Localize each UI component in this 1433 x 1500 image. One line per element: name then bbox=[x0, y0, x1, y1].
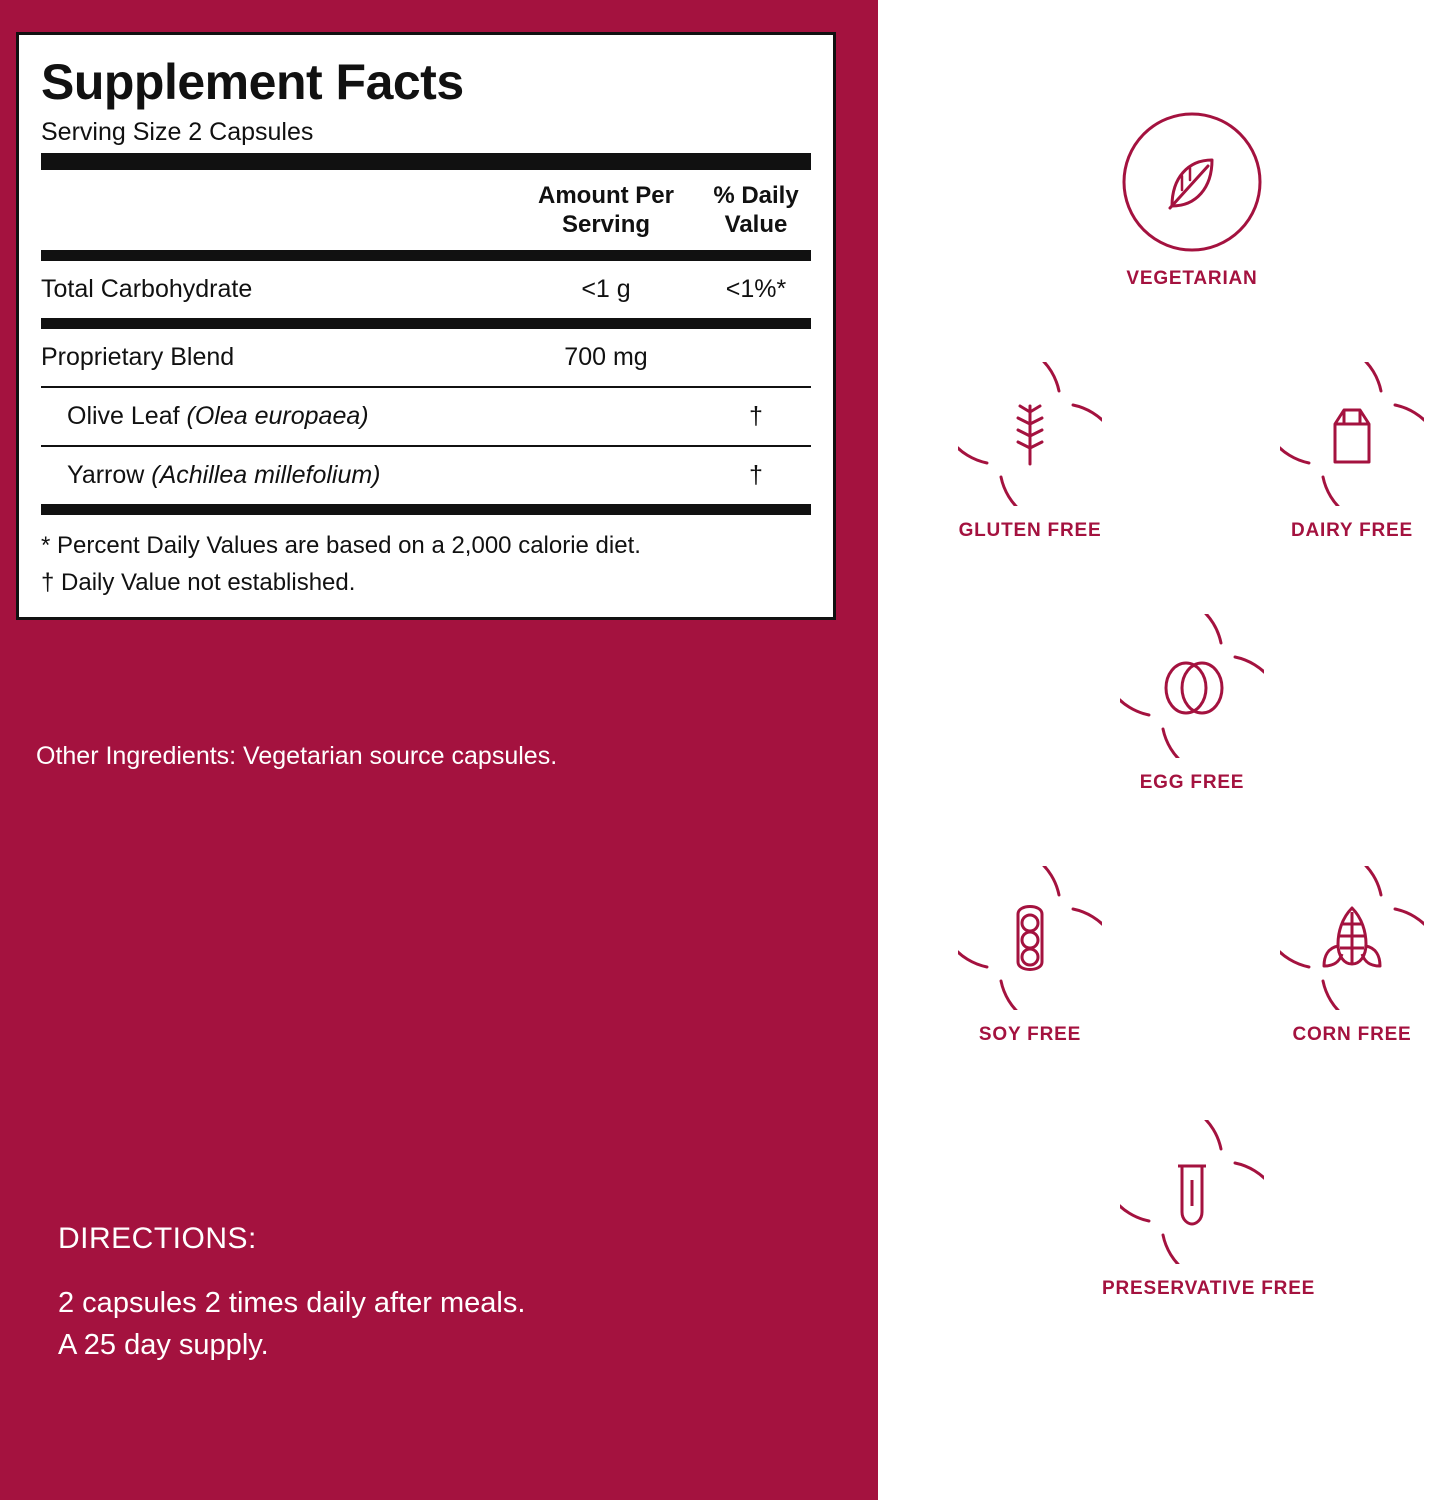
nutrient-name: Proprietary Blend bbox=[41, 342, 235, 371]
divider-under-header bbox=[41, 250, 811, 261]
leaf-icon bbox=[1120, 110, 1264, 254]
serving-size-text: Serving Size 2 Capsules bbox=[41, 118, 314, 146]
wheat-icon bbox=[958, 362, 1102, 506]
ingredient-common-name: Yarrow bbox=[67, 460, 152, 489]
certification-badges bbox=[878, 0, 1433, 1500]
badge-label: EGG FREE bbox=[1139, 772, 1245, 793]
badge-label: PRESERVATIVE FREE bbox=[1102, 1278, 1316, 1299]
directions-block bbox=[58, 1222, 525, 1366]
corn-icon bbox=[1280, 866, 1424, 1010]
dv-header-line2: Value bbox=[724, 210, 788, 238]
badge-gluten-free bbox=[940, 362, 1120, 542]
test-tube-icon bbox=[1120, 1120, 1264, 1264]
badge-preservative-free bbox=[1102, 1120, 1316, 1300]
directions-line-1: 2 capsules 2 times daily after meals. bbox=[58, 1287, 526, 1319]
badge-egg-free bbox=[1102, 614, 1282, 794]
directions-line-2: A 25 day supply. bbox=[58, 1329, 269, 1362]
nutrient-amount: <1 g bbox=[581, 274, 631, 303]
ingredient-latin-name: (Olea europaea) bbox=[186, 401, 369, 430]
ingredient-daily-value: † bbox=[749, 401, 763, 430]
divider-under-carbohydrate bbox=[41, 318, 811, 329]
nutrient-daily-value: <1%* bbox=[725, 274, 787, 303]
badge-label: GLUTEN FREE bbox=[958, 520, 1102, 541]
badge-dairy-free bbox=[1262, 362, 1433, 542]
divider-thick-top bbox=[41, 153, 811, 170]
dv-header-line1: % Daily bbox=[713, 182, 799, 209]
footnote-dagger: † Daily Value not established. bbox=[41, 568, 356, 596]
amount-header-line1: Amount Per bbox=[537, 182, 674, 209]
ingredient-latin-name: (Achillea millefolium) bbox=[151, 460, 381, 489]
badge-corn-free bbox=[1262, 866, 1433, 1046]
supplement-facts-panel bbox=[16, 32, 836, 620]
other-ingredients-text: Other Ingredients: Vegetarian source capsules. bbox=[36, 742, 558, 770]
egg-icon bbox=[1120, 614, 1264, 758]
ingredient-daily-value: † bbox=[749, 460, 763, 489]
directions-title: DIRECTIONS: bbox=[58, 1222, 257, 1255]
table-header-row bbox=[41, 170, 811, 250]
nutrient-amount: 700 mg bbox=[564, 342, 648, 371]
column-header-daily-value bbox=[701, 182, 811, 240]
badge-soy-free bbox=[940, 866, 1120, 1046]
table-row bbox=[41, 261, 811, 318]
footnote-block bbox=[41, 515, 811, 601]
ingredient-name bbox=[41, 402, 511, 431]
badge-label: VEGETARIAN bbox=[1126, 268, 1258, 289]
soy-bean-icon bbox=[958, 866, 1102, 1010]
divider-above-footnotes bbox=[41, 504, 811, 515]
ingredient-common-name: Olive Leaf bbox=[67, 401, 187, 430]
footnote-daily-value-basis: * Percent Daily Values are based on a 2,000 calorie diet. bbox=[41, 531, 641, 559]
badge-vegetarian bbox=[1102, 110, 1282, 290]
supplement-facts-title: Supplement Facts bbox=[41, 54, 464, 110]
badge-label: SOY FREE bbox=[978, 1024, 1082, 1045]
amount-header-line2: Serving bbox=[561, 210, 651, 238]
table-row bbox=[41, 329, 811, 386]
nutrient-name: Total Carbohydrate bbox=[41, 274, 253, 303]
milk-carton-icon bbox=[1280, 362, 1424, 506]
badge-label: CORN FREE bbox=[1292, 1024, 1412, 1045]
table-row bbox=[41, 447, 811, 504]
badge-label: DAIRY FREE bbox=[1290, 520, 1414, 541]
table-row bbox=[41, 388, 811, 445]
column-header-amount bbox=[511, 182, 701, 240]
ingredient-name bbox=[41, 461, 511, 490]
